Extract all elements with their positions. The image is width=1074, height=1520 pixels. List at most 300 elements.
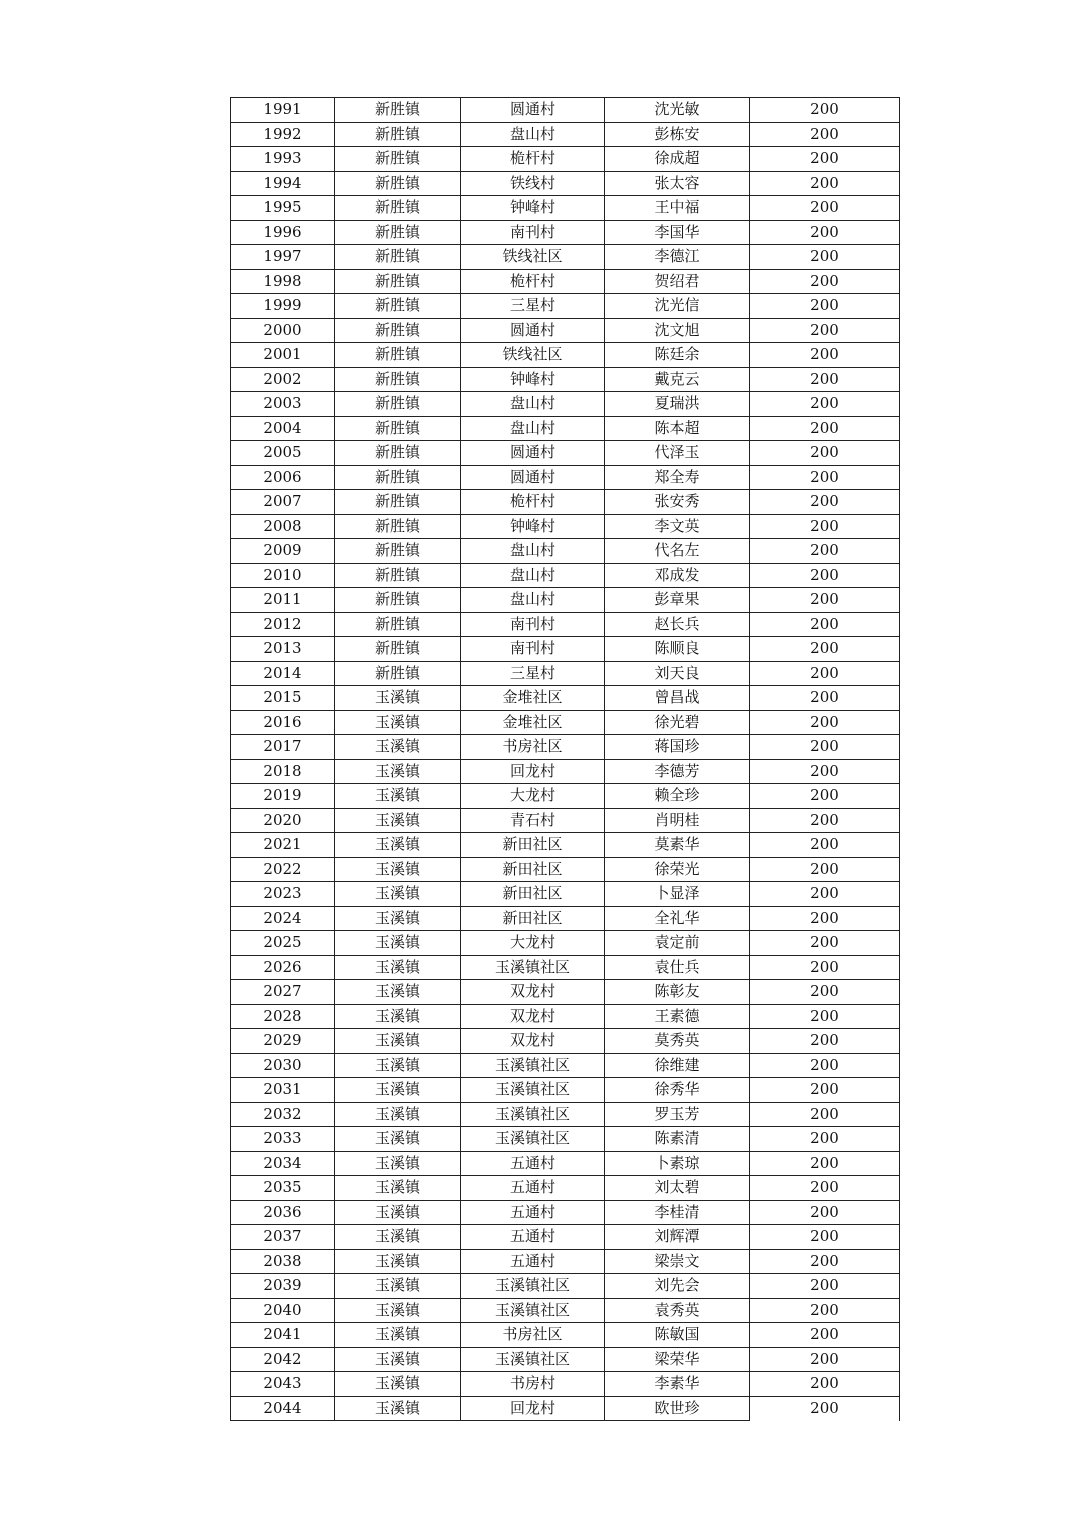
amount-cell: 200	[750, 220, 900, 245]
table-row	[231, 1249, 900, 1274]
table-row	[231, 1151, 900, 1176]
table-row	[231, 808, 900, 833]
name-cell: 沈文旭	[605, 318, 750, 343]
amount-cell: 200	[750, 171, 900, 196]
name-cell: 陈素清	[605, 1127, 750, 1152]
amount-cell: 200	[750, 612, 900, 637]
table-row	[231, 1225, 900, 1250]
town-cell: 玉溪镇	[335, 1127, 461, 1152]
name-cell: 刘先会	[605, 1274, 750, 1299]
table-row	[231, 1102, 900, 1127]
village-cell: 玉溪镇社区	[461, 1053, 605, 1078]
town-cell: 玉溪镇	[335, 784, 461, 809]
table-row	[231, 931, 900, 956]
village-cell: 圆通村	[461, 465, 605, 490]
town-cell: 新胜镇	[335, 514, 461, 539]
name-cell: 夏瑞洪	[605, 392, 750, 417]
table-row	[231, 710, 900, 735]
name-cell: 沈光信	[605, 294, 750, 319]
amount-cell: 200	[750, 1347, 900, 1372]
table-row	[231, 686, 900, 711]
village-cell: 南刊村	[461, 637, 605, 662]
village-cell: 玉溪镇社区	[461, 1347, 605, 1372]
table-row	[231, 1200, 900, 1225]
serial-number-cell: 2006	[231, 465, 335, 490]
town-cell: 玉溪镇	[335, 735, 461, 760]
amount-cell: 200	[750, 1249, 900, 1274]
amount-cell: 200	[750, 931, 900, 956]
village-cell: 新田社区	[461, 857, 605, 882]
serial-number-cell: 1992	[231, 122, 335, 147]
town-cell: 新胜镇	[335, 367, 461, 392]
town-cell: 玉溪镇	[335, 1200, 461, 1225]
serial-number-cell: 2003	[231, 392, 335, 417]
serial-number-cell: 2044	[231, 1396, 335, 1421]
town-cell: 新胜镇	[335, 147, 461, 172]
table-row	[231, 343, 900, 368]
table-row	[231, 367, 900, 392]
amount-cell: 200	[750, 1200, 900, 1225]
amount-cell: 200	[750, 1151, 900, 1176]
serial-number-cell: 1997	[231, 245, 335, 270]
serial-number-cell: 2015	[231, 686, 335, 711]
serial-number-cell: 2005	[231, 441, 335, 466]
village-cell: 玉溪镇社区	[461, 1102, 605, 1127]
village-cell: 南刊村	[461, 612, 605, 637]
amount-cell: 200	[750, 269, 900, 294]
amount-cell: 200	[750, 808, 900, 833]
serial-number-cell: 2033	[231, 1127, 335, 1152]
name-cell: 刘天良	[605, 661, 750, 686]
name-cell: 徐荣光	[605, 857, 750, 882]
serial-number-cell: 2017	[231, 735, 335, 760]
village-cell: 盘山村	[461, 563, 605, 588]
town-cell: 新胜镇	[335, 612, 461, 637]
table-row	[231, 1347, 900, 1372]
serial-number-cell: 2016	[231, 710, 335, 735]
table-row	[231, 294, 900, 319]
town-cell: 玉溪镇	[335, 833, 461, 858]
name-cell: 欧世珍	[605, 1396, 750, 1421]
town-cell: 玉溪镇	[335, 1249, 461, 1274]
town-cell: 新胜镇	[335, 196, 461, 221]
amount-cell: 200	[750, 906, 900, 931]
amount-cell: 200	[750, 392, 900, 417]
amount-cell: 200	[750, 784, 900, 809]
table-row	[231, 1298, 900, 1323]
name-cell: 陈廷余	[605, 343, 750, 368]
village-cell: 回龙村	[461, 1396, 605, 1421]
serial-number-cell: 2008	[231, 514, 335, 539]
table-row	[231, 416, 900, 441]
town-cell: 新胜镇	[335, 245, 461, 270]
serial-number-cell: 2001	[231, 343, 335, 368]
table-row	[231, 1053, 900, 1078]
amount-cell: 200	[750, 294, 900, 319]
table-row	[231, 588, 900, 613]
serial-number-cell: 2041	[231, 1323, 335, 1348]
serial-number-cell: 2028	[231, 1004, 335, 1029]
town-cell: 玉溪镇	[335, 1151, 461, 1176]
amount-cell: 200	[750, 514, 900, 539]
town-cell: 玉溪镇	[335, 1396, 461, 1421]
serial-number-cell: 1993	[231, 147, 335, 172]
amount-cell: 200	[750, 343, 900, 368]
town-cell: 玉溪镇	[335, 686, 461, 711]
village-cell: 盘山村	[461, 392, 605, 417]
name-cell: 彭章果	[605, 588, 750, 613]
town-cell: 新胜镇	[335, 392, 461, 417]
name-cell: 贺绍君	[605, 269, 750, 294]
amount-cell: 200	[750, 563, 900, 588]
serial-number-cell: 2025	[231, 931, 335, 956]
name-cell: 邓成发	[605, 563, 750, 588]
amount-cell: 200	[750, 1323, 900, 1348]
village-cell: 双龙村	[461, 1004, 605, 1029]
amount-cell: 200	[750, 857, 900, 882]
town-cell: 新胜镇	[335, 294, 461, 319]
town-cell: 新胜镇	[335, 269, 461, 294]
name-cell: 赖全珍	[605, 784, 750, 809]
table-row	[231, 122, 900, 147]
serial-number-cell: 2034	[231, 1151, 335, 1176]
name-cell: 袁仕兵	[605, 955, 750, 980]
amount-cell: 200	[750, 441, 900, 466]
serial-number-cell: 2036	[231, 1200, 335, 1225]
amount-cell: 200	[750, 588, 900, 613]
amount-cell: 200	[750, 1225, 900, 1250]
name-cell: 袁定前	[605, 931, 750, 956]
village-cell: 书房村	[461, 1372, 605, 1397]
amount-cell: 200	[750, 416, 900, 441]
village-cell: 金堆社区	[461, 686, 605, 711]
name-cell: 卜素琼	[605, 1151, 750, 1176]
name-cell: 徐成超	[605, 147, 750, 172]
town-cell: 新胜镇	[335, 490, 461, 515]
serial-number-cell: 1996	[231, 220, 335, 245]
table-row	[231, 1323, 900, 1348]
amount-cell: 200	[750, 196, 900, 221]
table-row	[231, 1176, 900, 1201]
name-cell: 徐维建	[605, 1053, 750, 1078]
table-row	[231, 1396, 900, 1421]
table-row	[231, 98, 900, 123]
name-cell: 陈本超	[605, 416, 750, 441]
village-cell: 三星村	[461, 661, 605, 686]
serial-number-cell: 2021	[231, 833, 335, 858]
name-cell: 李文英	[605, 514, 750, 539]
name-cell: 莫秀英	[605, 1029, 750, 1054]
village-cell: 圆通村	[461, 441, 605, 466]
name-cell: 陈顺良	[605, 637, 750, 662]
serial-number-cell: 2031	[231, 1078, 335, 1103]
village-cell: 圆通村	[461, 318, 605, 343]
name-cell: 袁秀英	[605, 1298, 750, 1323]
name-cell: 梁崇文	[605, 1249, 750, 1274]
name-cell: 肖明桂	[605, 808, 750, 833]
serial-number-cell: 1999	[231, 294, 335, 319]
serial-number-cell: 2027	[231, 980, 335, 1005]
village-cell: 玉溪镇社区	[461, 1127, 605, 1152]
amount-cell: 200	[750, 1053, 900, 1078]
serial-number-cell: 2023	[231, 882, 335, 907]
name-cell: 蒋国珍	[605, 735, 750, 760]
serial-number-cell: 2030	[231, 1053, 335, 1078]
serial-number-cell: 2004	[231, 416, 335, 441]
amount-cell: 200	[750, 1004, 900, 1029]
table-row	[231, 147, 900, 172]
village-cell: 双龙村	[461, 980, 605, 1005]
serial-number-cell: 2012	[231, 612, 335, 637]
serial-number-cell: 2009	[231, 539, 335, 564]
serial-number-cell: 1998	[231, 269, 335, 294]
amount-cell: 200	[750, 955, 900, 980]
table-row	[231, 318, 900, 343]
amount-cell: 200	[750, 1396, 900, 1421]
table-row	[231, 514, 900, 539]
name-cell: 王素德	[605, 1004, 750, 1029]
village-cell: 新田社区	[461, 906, 605, 931]
town-cell: 新胜镇	[335, 539, 461, 564]
village-cell: 钟峰村	[461, 367, 605, 392]
town-cell: 玉溪镇	[335, 882, 461, 907]
serial-number-cell: 2037	[231, 1225, 335, 1250]
name-cell: 李桂清	[605, 1200, 750, 1225]
village-cell: 桅杆村	[461, 147, 605, 172]
village-cell: 五通村	[461, 1249, 605, 1274]
town-cell: 玉溪镇	[335, 1298, 461, 1323]
town-cell: 玉溪镇	[335, 955, 461, 980]
name-cell: 李素华	[605, 1372, 750, 1397]
serial-number-cell: 2020	[231, 808, 335, 833]
village-cell: 铁线社区	[461, 343, 605, 368]
serial-number-cell: 2042	[231, 1347, 335, 1372]
village-cell: 桅杆村	[461, 490, 605, 515]
serial-number-cell: 2002	[231, 367, 335, 392]
town-cell: 玉溪镇	[335, 1053, 461, 1078]
town-cell: 玉溪镇	[335, 759, 461, 784]
town-cell: 玉溪镇	[335, 710, 461, 735]
town-cell: 玉溪镇	[335, 808, 461, 833]
town-cell: 玉溪镇	[335, 1004, 461, 1029]
serial-number-cell: 2043	[231, 1372, 335, 1397]
village-cell: 桅杆村	[461, 269, 605, 294]
serial-number-cell: 1991	[231, 98, 335, 123]
table-row	[231, 857, 900, 882]
amount-cell: 200	[750, 661, 900, 686]
amount-cell: 200	[750, 1372, 900, 1397]
table-row	[231, 563, 900, 588]
town-cell: 新胜镇	[335, 220, 461, 245]
name-cell: 莫素华	[605, 833, 750, 858]
name-cell: 赵长兵	[605, 612, 750, 637]
village-cell: 玉溪镇社区	[461, 1274, 605, 1299]
name-cell: 李德江	[605, 245, 750, 270]
amount-cell: 200	[750, 686, 900, 711]
village-cell: 圆通村	[461, 98, 605, 123]
town-cell: 玉溪镇	[335, 1372, 461, 1397]
name-cell: 王中福	[605, 196, 750, 221]
amount-cell: 200	[750, 1127, 900, 1152]
table-row	[231, 171, 900, 196]
village-cell: 五通村	[461, 1176, 605, 1201]
town-cell: 玉溪镇	[335, 931, 461, 956]
name-cell: 李德芳	[605, 759, 750, 784]
serial-number-cell: 2011	[231, 588, 335, 613]
village-cell: 铁线村	[461, 171, 605, 196]
table-row	[231, 392, 900, 417]
village-cell: 盘山村	[461, 588, 605, 613]
town-cell: 玉溪镇	[335, 1029, 461, 1054]
village-cell: 青石村	[461, 808, 605, 833]
serial-number-cell: 2010	[231, 563, 335, 588]
roster-table	[230, 97, 900, 1421]
table-row	[231, 465, 900, 490]
table-row	[231, 1029, 900, 1054]
name-cell: 张安秀	[605, 490, 750, 515]
town-cell: 新胜镇	[335, 465, 461, 490]
town-cell: 玉溪镇	[335, 1078, 461, 1103]
name-cell: 徐秀华	[605, 1078, 750, 1103]
town-cell: 新胜镇	[335, 661, 461, 686]
village-cell: 五通村	[461, 1200, 605, 1225]
table-row	[231, 220, 900, 245]
amount-cell: 200	[750, 318, 900, 343]
village-cell: 盘山村	[461, 416, 605, 441]
village-cell: 钟峰村	[461, 196, 605, 221]
village-cell: 大龙村	[461, 784, 605, 809]
amount-cell: 200	[750, 1029, 900, 1054]
amount-cell: 200	[750, 465, 900, 490]
village-cell: 书房社区	[461, 1323, 605, 1348]
village-cell: 玉溪镇社区	[461, 955, 605, 980]
town-cell: 新胜镇	[335, 122, 461, 147]
amount-cell: 200	[750, 147, 900, 172]
village-cell: 双龙村	[461, 1029, 605, 1054]
table-row	[231, 882, 900, 907]
table-row	[231, 759, 900, 784]
name-cell: 卜显泽	[605, 882, 750, 907]
village-cell: 新田社区	[461, 882, 605, 907]
name-cell: 郑全寿	[605, 465, 750, 490]
table-row	[231, 906, 900, 931]
table-row	[231, 1127, 900, 1152]
town-cell: 玉溪镇	[335, 1274, 461, 1299]
roster-body	[231, 98, 900, 1421]
town-cell: 新胜镇	[335, 441, 461, 466]
village-cell: 南刊村	[461, 220, 605, 245]
village-cell: 回龙村	[461, 759, 605, 784]
table-row	[231, 539, 900, 564]
amount-cell: 200	[750, 833, 900, 858]
village-cell: 五通村	[461, 1225, 605, 1250]
serial-number-cell: 1994	[231, 171, 335, 196]
name-cell: 陈彰友	[605, 980, 750, 1005]
town-cell: 玉溪镇	[335, 1347, 461, 1372]
table-row	[231, 637, 900, 662]
town-cell: 新胜镇	[335, 637, 461, 662]
table-row	[231, 1274, 900, 1299]
table-row	[231, 955, 900, 980]
table-row	[231, 661, 900, 686]
village-cell: 钟峰村	[461, 514, 605, 539]
village-cell: 玉溪镇社区	[461, 1298, 605, 1323]
town-cell: 玉溪镇	[335, 1102, 461, 1127]
serial-number-cell: 2000	[231, 318, 335, 343]
village-cell: 盘山村	[461, 539, 605, 564]
village-cell: 三星村	[461, 294, 605, 319]
town-cell: 新胜镇	[335, 563, 461, 588]
town-cell: 玉溪镇	[335, 906, 461, 931]
town-cell: 玉溪镇	[335, 1323, 461, 1348]
name-cell: 张太容	[605, 171, 750, 196]
serial-number-cell: 2022	[231, 857, 335, 882]
table-row	[231, 245, 900, 270]
village-cell: 新田社区	[461, 833, 605, 858]
amount-cell: 200	[750, 710, 900, 735]
table-row	[231, 196, 900, 221]
town-cell: 玉溪镇	[335, 1176, 461, 1201]
serial-number-cell: 2018	[231, 759, 335, 784]
village-cell: 金堆社区	[461, 710, 605, 735]
name-cell: 全礼华	[605, 906, 750, 931]
serial-number-cell: 2024	[231, 906, 335, 931]
name-cell: 李国华	[605, 220, 750, 245]
amount-cell: 200	[750, 539, 900, 564]
village-cell: 玉溪镇社区	[461, 1078, 605, 1103]
town-cell: 玉溪镇	[335, 857, 461, 882]
serial-number-cell: 2038	[231, 1249, 335, 1274]
table-row	[231, 269, 900, 294]
serial-number-cell: 2032	[231, 1102, 335, 1127]
table-row	[231, 735, 900, 760]
town-cell: 新胜镇	[335, 588, 461, 613]
amount-cell: 200	[750, 1274, 900, 1299]
name-cell: 代泽玉	[605, 441, 750, 466]
amount-cell: 200	[750, 637, 900, 662]
table-row	[231, 980, 900, 1005]
name-cell: 代名左	[605, 539, 750, 564]
serial-number-cell: 2019	[231, 784, 335, 809]
table-row	[231, 1372, 900, 1397]
table-row	[231, 833, 900, 858]
amount-cell: 200	[750, 1078, 900, 1103]
village-cell: 大龙村	[461, 931, 605, 956]
table-row	[231, 1004, 900, 1029]
town-cell: 新胜镇	[335, 98, 461, 123]
amount-cell: 200	[750, 759, 900, 784]
amount-cell: 200	[750, 367, 900, 392]
name-cell: 彭栋安	[605, 122, 750, 147]
name-cell: 陈敏国	[605, 1323, 750, 1348]
name-cell: 刘太碧	[605, 1176, 750, 1201]
town-cell: 玉溪镇	[335, 1225, 461, 1250]
town-cell: 新胜镇	[335, 343, 461, 368]
town-cell: 新胜镇	[335, 318, 461, 343]
serial-number-cell: 2026	[231, 955, 335, 980]
name-cell: 梁荣华	[605, 1347, 750, 1372]
serial-number-cell: 2014	[231, 661, 335, 686]
name-cell: 徐光碧	[605, 710, 750, 735]
town-cell: 新胜镇	[335, 171, 461, 196]
town-cell: 玉溪镇	[335, 980, 461, 1005]
serial-number-cell: 2029	[231, 1029, 335, 1054]
table-row	[231, 784, 900, 809]
name-cell: 沈光敏	[605, 98, 750, 123]
serial-number-cell: 2040	[231, 1298, 335, 1323]
amount-cell: 200	[750, 490, 900, 515]
name-cell: 刘辉潭	[605, 1225, 750, 1250]
